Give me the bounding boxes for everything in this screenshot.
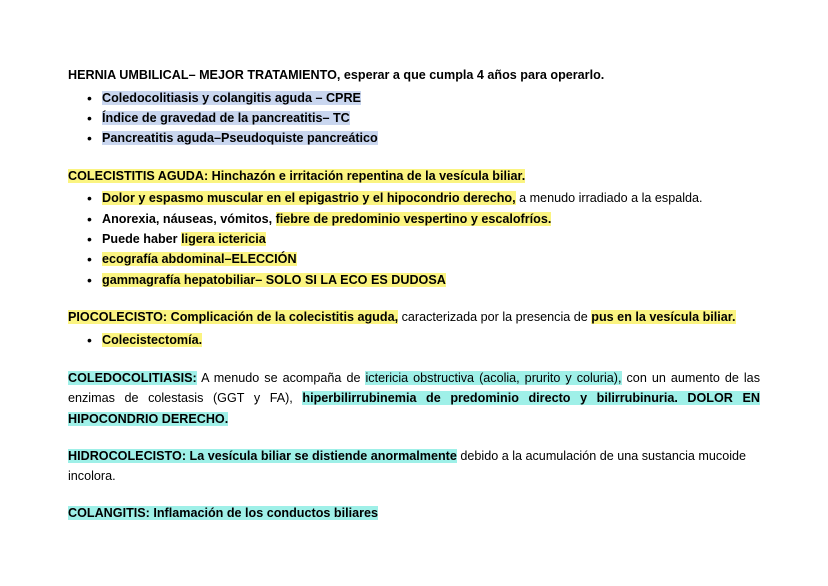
heading-part: HERNIA UMBILICAL– MEJOR TRATAMIENTO, [68, 68, 341, 82]
list-item-text: Dolor y espasmo muscular en el epigastrio y el hipocondrio derecho, [102, 191, 516, 206]
paragraph-part: HIDROCOLECISTO: La vesícula biliar se distiende anormalmente [68, 449, 457, 464]
section-paragraph [68, 447, 760, 486]
list-item [68, 88, 760, 108]
section-hernia [68, 66, 760, 149]
spacer [68, 290, 760, 308]
list-item-text: ligera ictericia [181, 231, 266, 246]
spacer [68, 486, 760, 504]
paragraph-part: ictericia obstructiva (acolia, prurito y coluria), [365, 371, 622, 386]
spacer [68, 149, 760, 167]
heading-part: esperar a que cumpla 4 años para operarlo. [340, 68, 605, 82]
document-content [68, 66, 760, 524]
list-item-text: Pancreatitis aguda–Pseudoquiste pancreático [102, 131, 378, 146]
bullet-list [68, 330, 760, 350]
paragraph-part: COLANGITIS: Inflamación de los conductos biliares [68, 506, 378, 521]
section-heading [68, 308, 760, 328]
section-heading [68, 167, 760, 187]
section-hidrocolecisto [68, 447, 760, 486]
heading-part: pus en la vesícula biliar. [591, 310, 736, 325]
list-item-text: Colecistectomía. [102, 332, 203, 347]
section-piocolecisto [68, 308, 760, 350]
list-item [68, 188, 760, 208]
list-item [68, 128, 760, 148]
list-item [68, 209, 760, 229]
paragraph-part: A menudo se acompaña de [196, 371, 366, 386]
paragraph-part: hiperbilirrubinemia de predominio directo y bilirrubinuria. DOLOR EN HIPOCONDRIO DERECHO. [68, 391, 760, 426]
section-coledocolitiasis [68, 368, 760, 429]
list-item-text: Anorexia, náuseas, vómitos, [102, 211, 276, 226]
paragraph-part: con un aumento de las enzimas de colestasis (GGT y FA), [68, 371, 760, 406]
list-item-text: Puede haber [102, 231, 182, 246]
list-item [68, 249, 760, 269]
section-colangitis [68, 504, 760, 524]
list-item [68, 108, 760, 128]
heading-part: PIOCOLECISTO: Complicación de la colecistitis aguda, [68, 310, 399, 325]
section-heading [68, 66, 760, 86]
list-item-text: ecografía abdominal–ELECCIÓN [102, 252, 297, 267]
paragraph-part: COLEDOCOLITIASIS: [68, 371, 197, 386]
list-item-text: gammagrafía hepatobiliar– SOLO SI LA ECO ES DUDOSA [102, 272, 446, 287]
spacer [68, 429, 760, 447]
section-paragraph [68, 504, 760, 524]
heading-part: caracterizada por la presencia de [398, 310, 592, 325]
list-item [68, 270, 760, 290]
list-item [68, 229, 760, 249]
paragraph-part: debido a la acumulación de una sustancia mucoide incolora. [68, 449, 747, 483]
list-item-text: Coledocolitiasis y colangitis aguda – CPRE [102, 90, 361, 105]
list-item [68, 330, 760, 350]
section-colecistitis [68, 167, 760, 290]
list-item-text: Índice de gravedad de la pancreatitis– TC [102, 110, 350, 125]
bullet-list [68, 188, 760, 290]
list-item-text: a menudo irradiado a la espalda. [515, 191, 703, 206]
spacer [68, 350, 760, 368]
list-item-text: fiebre de predominio vespertino y escalofríos. [275, 211, 552, 226]
bullet-list [68, 88, 760, 149]
heading-part: COLECISTITIS AGUDA: Hinchazón e irritación repentina de la vesícula biliar. [68, 168, 526, 183]
section-paragraph [68, 368, 760, 429]
